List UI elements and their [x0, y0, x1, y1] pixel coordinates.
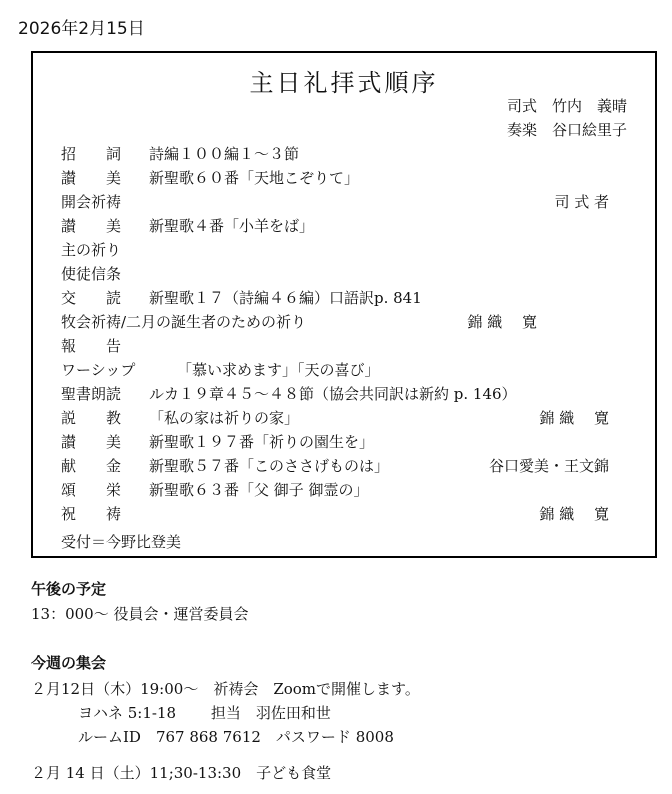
order-row-label: 交 読 [61, 289, 122, 307]
order-row-person: 司 式 者 [554, 193, 609, 211]
order-row-label: 説 教 [61, 409, 122, 427]
order-row-label: 讃 美 [61, 169, 122, 187]
order-row-label: 献 金 [61, 457, 122, 475]
order-row-label: 祝 祷 [61, 505, 122, 523]
order-row-label: 報 告 [61, 337, 122, 355]
afternoon-heading: 午後の予定 [31, 580, 107, 598]
order-row [61, 287, 627, 309]
prayer-meeting-line: ２月12日（木）19:00～ 祈祷会 Zoomで開催します。 [31, 680, 420, 698]
order-row [61, 143, 627, 165]
order-row-label: 使徒信条 [61, 265, 122, 283]
order-row-text: 「慕い求めます」「天の喜び」 [177, 361, 380, 379]
order-row-label: 開会祈祷 [61, 193, 122, 211]
order-row-label: 主の祈り [61, 241, 122, 259]
week-heading: 今週の集会 [31, 654, 107, 672]
order-row-label: 讃 美 [61, 433, 122, 451]
order-row-label: 頌 栄 [61, 481, 122, 499]
order-row-text: 「私の家は祈りの家」 [149, 409, 300, 427]
order-row-text: 新聖歌６３番「父 御子 御霊の」 [149, 481, 369, 499]
order-row-label: 讃 美 [61, 217, 122, 235]
order-row-label: ワーシップ [61, 361, 136, 379]
order-row-text: 詩編１００編１～３節 [149, 145, 300, 163]
order-row [61, 335, 627, 357]
order-row-text: 新聖歌１９７番「祈りの園生を」 [149, 433, 375, 451]
prayer-meeting-scripture: ヨハネ 5:1-18 担当 羽佐田和世 [78, 704, 331, 722]
worship-order-box [31, 51, 657, 558]
order-row-text: 新聖歌５７番「このささげものは」 [149, 457, 390, 475]
order-row [61, 455, 627, 477]
order-row [61, 215, 627, 237]
order-row-label: 招 詞 [61, 145, 122, 163]
order-row [61, 407, 627, 429]
order-row [61, 479, 627, 501]
order-row [61, 167, 627, 189]
order-row-person: 谷口愛美・王文錦 [488, 457, 609, 475]
order-row-text: ルカ１９章４５～４８節（協会共同訳は新約 p. 146） [149, 385, 517, 403]
order-row-text: 新聖歌１７（詩編４６編）口語訳p. 841 [149, 289, 422, 307]
order-row-person: 錦 織 寛 [539, 409, 609, 427]
order-row-text: 新聖歌６０番「天地こぞりて」 [149, 169, 360, 187]
order-row-label: 聖書朗読 [61, 385, 122, 403]
order-row-text: 新聖歌４番「小羊をば」 [149, 217, 315, 235]
zoom-room-info: ルームID 767 868 7612 パスワード 8008 [78, 728, 394, 746]
order-row [61, 383, 627, 405]
presider-line: 司式 竹内 義晴 [506, 97, 627, 115]
afternoon-line: 13：000～ 役員会・運営委員会 [31, 605, 249, 623]
kids-cafeteria-line: ２月 14 日（土）11;30-13:30 子ども食堂 [31, 764, 332, 782]
organist-line: 奏楽 谷口絵里子 [506, 121, 627, 139]
order-row [61, 359, 627, 381]
order-row [61, 503, 627, 525]
order-row [61, 263, 627, 285]
order-row-person: 錦 織 寛 [467, 313, 537, 331]
order-row [61, 311, 627, 333]
order-row [61, 431, 627, 453]
order-row [61, 191, 627, 213]
bulletin-date: 2026年2月15日 [18, 19, 145, 39]
reception-line: 受付＝今野比登美 [61, 533, 182, 551]
order-row-label: 牧会祈祷/二月の誕生者のための祈り [61, 313, 307, 331]
order-row-person: 錦 織 寛 [539, 505, 609, 523]
order-title: 主日礼拝式順序 [249, 69, 439, 97]
order-row [61, 239, 627, 261]
